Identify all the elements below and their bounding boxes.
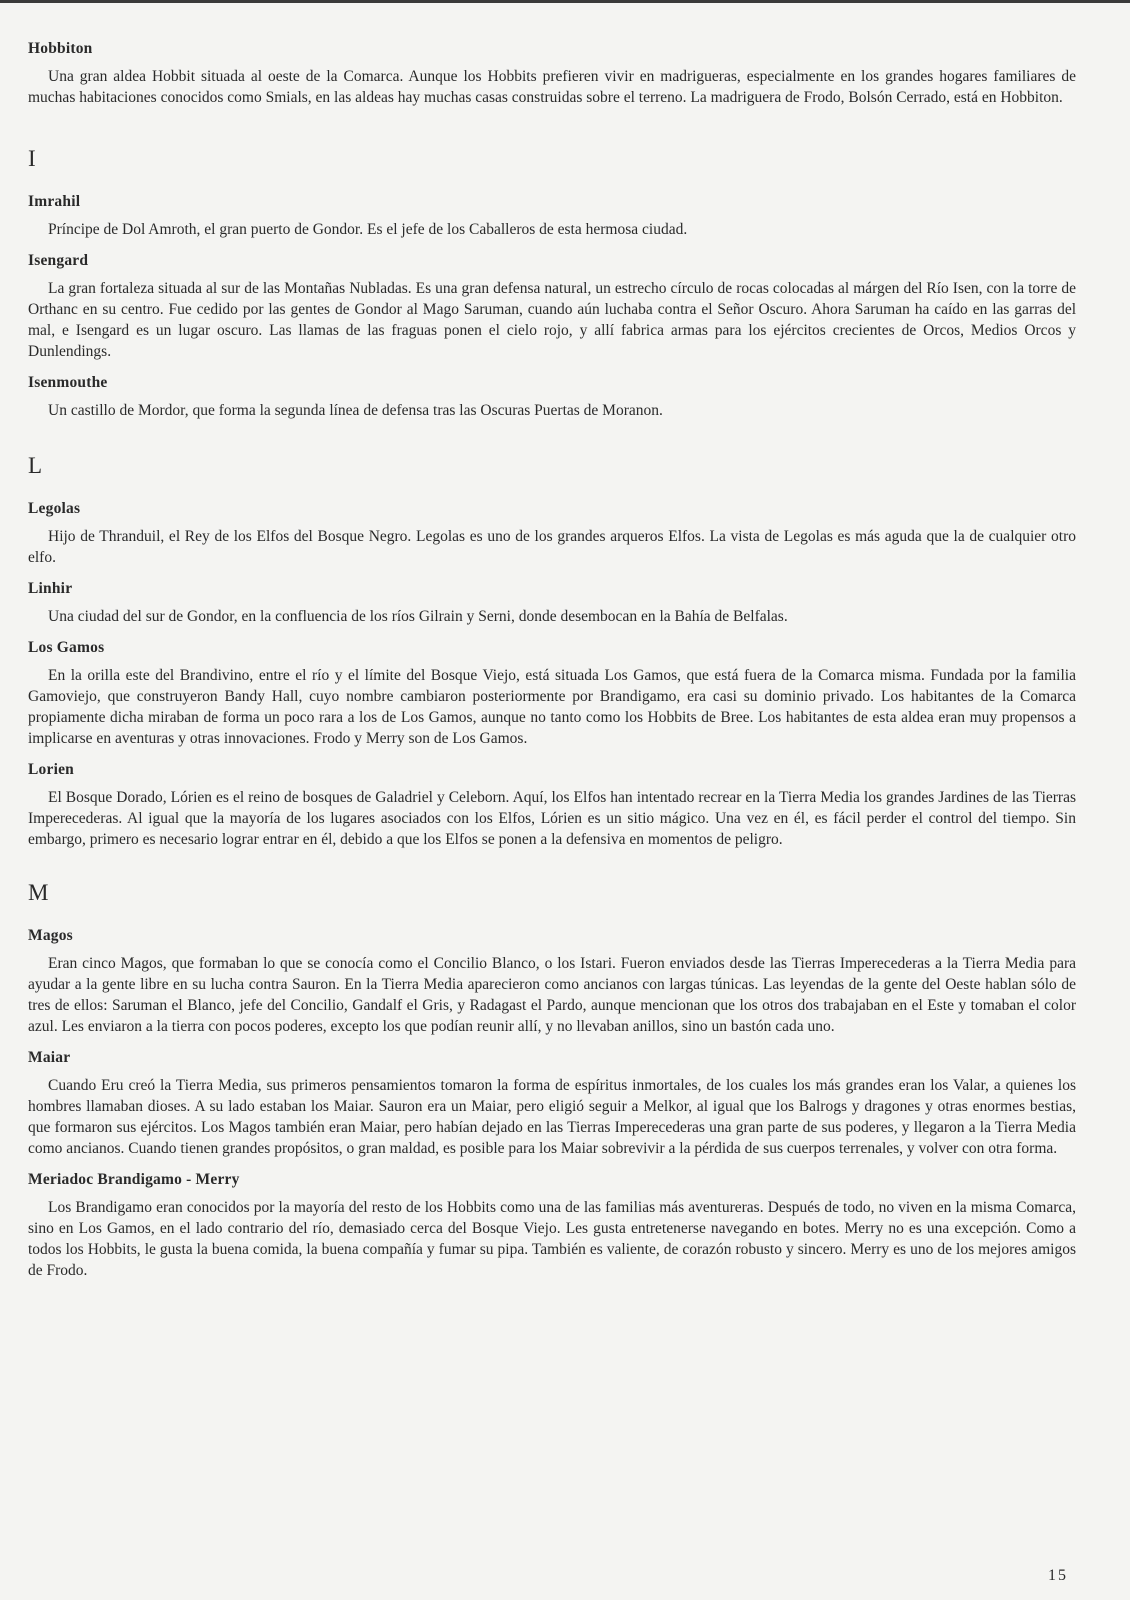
entry-linhir — [28, 580, 1076, 627]
entry-body: Eran cinco Magos, que formaban lo que se conocía como el Concilio Blanco, o los Istari. Fueron enviados desde las Tierras Imperecederas a la Tierra Media para ayudar a la gente libre en su lucha contra Sauron. En la Tierra Media aparecieron como ancianos con largas túnicas. Las leyendas de la gente del Oeste hablan sólo de tres de ellos: Saruman el Blanco, jefe del Concilio, Gandalf el Gris, y Radagast el Pardo, aunque mencionan que los otros dos trabajaban en el Este y tomaban el color azul. Les enviaron a la tierra con pocos poderes, excepto los que podían reunir allí, y no llevaban anillos, sino un bastón cada uno. — [28, 955, 1076, 1035]
entry-title: Magos — [28, 927, 73, 944]
top-border — [0, 0, 1130, 3]
entry-title: Imrahil — [28, 193, 81, 210]
entry-title: Hobbiton — [28, 40, 93, 57]
entry-body: Príncipe de Dol Amroth, el gran puerto de Gondor. Es el jefe de los Caballeros de esta hermosa ciudad. — [48, 221, 688, 238]
entry-body: El Bosque Dorado, Lórien es el reino de bosques de Galadriel y Celeborn. Aquí, los Elfos han intentado recrear en la Tierra Media los grandes Jardines de las Tierras Imperecederas. Al igual que la mayoría de los lugares asociados con los Elfos, Lórien es un sitio mágico. Una vez en él, es fácil perder el control del tiempo. Sin embargo, primero es necesario lograr entrar en él, debido a que los Elfos se ponen a la defensiva en momentos de peligro. — [28, 789, 1076, 848]
entry-body: Una ciudad del sur de Gondor, en la confluencia de los ríos Gilrain y Serni, donde desembocan en la Bahía de Belfalas. — [48, 608, 788, 625]
entry-los-gamos — [28, 639, 1076, 749]
entry-maiar — [28, 1049, 1076, 1159]
entry-title: Meriadoc Brandigamo - Merry — [28, 1171, 240, 1188]
section-letter-i: I — [28, 146, 36, 171]
entry-title: Los Gamos — [28, 639, 105, 656]
entry-isenmouthe — [28, 374, 1076, 421]
entry-title: Linhir — [28, 580, 73, 597]
entry-legolas — [28, 500, 1076, 568]
entry-body: Los Brandigamo eran conocidos por la mayoría del resto de los Hobbits como una de las familias más aventureras. Después de todo, no viven en la misma Comarca, sino en Los Gamos, en el lado contrario del río, demasiado cerca del Bosque Viejo. Les gusta entretenerse navegando en botes. Merry no es una excepción. Como a todos los Hobbits, le gusta la buena comida, la buena compañía y fumar su pipa. También es valiente, de corazón robusto y sincero. Merry es uno de los mejores amigos de Frodo. — [28, 1199, 1076, 1279]
entry-title: Isengard — [28, 252, 89, 269]
entry-body: Cuando Eru creó la Tierra Media, sus primeros pensamientos tomaron la forma de espíritus inmortales, de los cuales los más grandes eran los Valar, a quienes los hombres llamaban dioses. A su lado estaban los Maiar. Sauron era un Maiar, pero eligió seguir a Melkor, al igual que los Balrogs y dragones y otras enormes bestias, que formaron sus ejércitos. Los Magos también eran Maiar, pero habían dejado en las Tierras Imperecederas una gran parte de sus poderes, y llegaron a la Tierra Media como ancianos. Cuando tienen grandes propósitos, o gran maldad, es posible para los Maiar sobrevivir a la pérdida de sus cuerpos terrenales, y volver con otra forma. — [28, 1077, 1076, 1157]
entry-body: En la orilla este del Brandivino, entre el río y el límite del Bosque Viejo, está situada Los Gamos, que está fuera de la Comarca misma. Fundada por la familia Gamoviejo, que construyeron Bandy Hall, cuyo nombre cambiaron posteriormente por Brandigamo, era casi su dominio privado. Los habitantes de la Comarca propiamente dicha miraban de forma un poco rara a los de Los Gamos, aunque no tanto como los Hobbits de Bree. Los habitantes de esta aldea eran muy propensos a implicarse en aventuras y otras innovaciones. Frodo y Merry son de Los Gamos. — [28, 667, 1076, 747]
entry-isengard — [28, 252, 1076, 362]
entry-hobbiton — [28, 40, 1076, 108]
entry-imrahil — [28, 193, 1076, 240]
entry-title: Maiar — [28, 1049, 71, 1066]
entry-lorien — [28, 761, 1076, 850]
entry-title: Lorien — [28, 761, 74, 778]
entry-body: Una gran aldea Hobbit situada al oeste de la Comarca. Aunque los Hobbits prefieren vivir en madrigueras, especialmente en los grandes hogares familiares de muchas habitaciones conocidos como Smials, en las aldeas hay muchas casas construidas sobre el terreno. La madriguera de Frodo, Bolsón Cerrado, está en Hobbiton. — [28, 68, 1076, 106]
entry-title: Isenmouthe — [28, 374, 108, 391]
section-letter-l: L — [28, 453, 43, 478]
entry-body: La gran fortaleza situada al sur de las Montañas Nubladas. Es una gran defensa natural, un estrecho círculo de rocas colocadas al márgen del Río Isen, con la torre de Orthanc en su centro. Fue cedido por las gentes de Gondor al Mago Saruman, cuando aún luchaba contra el Señor Oscuro. Ahora Saruman ha caído en las garras del mal, e Isengard es un lugar oscuro. Las llamas de las fraguas ponen el cielo rojo, y allí fabrica armas para los ejércitos crecientes de Orcos, Medios Orcos y Dunlendings. — [28, 280, 1076, 360]
entry-body: Un castillo de Mordor, que forma la segunda línea de defensa tras las Oscuras Puertas de Moranon. — [48, 402, 663, 419]
glossary-page — [28, 36, 1076, 1281]
entry-magos — [28, 927, 1076, 1037]
entry-body: Hijo de Thranduil, el Rey de los Elfos del Bosque Negro. Legolas es uno de los grandes arqueros Elfos. La vista de Legolas es más aguda que la de cualquier otro elfo. — [28, 528, 1076, 566]
section-letter-m: M — [28, 880, 49, 905]
entry-meriadoc — [28, 1171, 1076, 1281]
page-number: 15 — [1048, 1567, 1068, 1584]
entry-title: Legolas — [28, 500, 81, 517]
